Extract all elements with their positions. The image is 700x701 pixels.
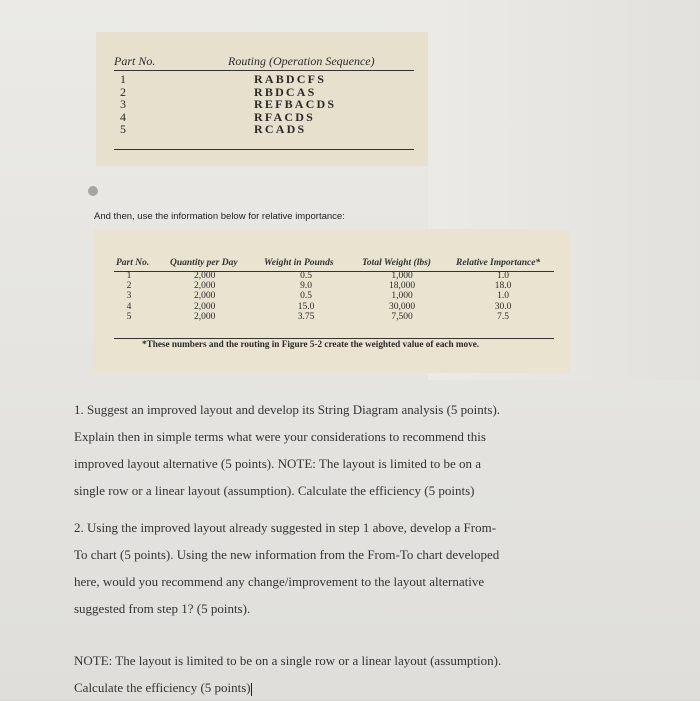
- imp-part-column: [124, 271, 134, 322]
- imp-header-quantity: Quantity per Day: [170, 258, 238, 268]
- imp-part: 4: [126, 301, 132, 312]
- question-2-line: To chart (5 points). Using the new information from the From-To chart developed: [74, 547, 500, 562]
- note: [74, 647, 501, 701]
- imp-relative: 7.5: [497, 311, 509, 322]
- imp-part: 1: [126, 271, 132, 281]
- routing-part-column: [118, 73, 128, 136]
- imp-header-weight: Weight in Pounds: [264, 258, 334, 268]
- routing-sequence: RFACDS: [254, 109, 315, 124]
- intro-text: And then, use the information below for relative importance:: [94, 211, 345, 222]
- question-1: [74, 396, 500, 504]
- note-line-text: Calculate the efficiency (5 points): [74, 680, 251, 695]
- imp-header-total: Total Weight (lbs): [362, 258, 431, 268]
- imp-relative: 1.0: [497, 271, 509, 281]
- routing-part: 2: [120, 84, 126, 99]
- imp-relative: 30.0: [494, 301, 512, 312]
- routing-part: 5: [120, 122, 126, 136]
- imp-part: 5: [126, 311, 132, 322]
- routing-header-part: Part No.: [114, 54, 156, 68]
- imp-relative-column: [488, 271, 518, 322]
- routing-header-routing: Routing (Operation Sequence): [228, 54, 375, 68]
- imp-relative: 18.0: [494, 281, 512, 292]
- question-2-line: suggested from step 1? (5 points).: [74, 601, 251, 616]
- imp-weight: 3.75: [297, 311, 315, 322]
- question-1-line: 1. Suggest an improved layout and develop its String Diagram analysis (5 points).: [74, 402, 501, 417]
- imp-quantity: 2,000: [194, 301, 216, 312]
- note-line: NOTE: The layout is limited to be on a single row or a linear layout (assumption).: [74, 653, 502, 668]
- imp-quantity-column: [194, 271, 224, 322]
- imp-total: 1,000: [391, 271, 413, 281]
- imp-quantity: 2,000: [194, 311, 216, 322]
- importance-table: [94, 229, 570, 373]
- routing-rule-top: [114, 70, 414, 71]
- routing-sequence: RBDCAS: [254, 84, 317, 99]
- bullet-icon: [88, 186, 98, 196]
- imp-part: 2: [126, 281, 132, 292]
- imp-quantity: 2,000: [194, 291, 216, 302]
- routing-sequence-column: [254, 73, 336, 136]
- imp-total: 1,000: [391, 291, 413, 302]
- imp-header-relative: Relative Importance*: [456, 258, 541, 268]
- routing-sequence: REFBACDS: [254, 97, 337, 111]
- imp-weight: 15.0: [297, 301, 315, 312]
- note-line-last[interactable]: [74, 674, 501, 701]
- imp-weight-column: [292, 271, 320, 322]
- question-2: [74, 514, 499, 622]
- routing-sequence: RABDCFS: [254, 72, 327, 86]
- imp-footnote: *These numbers and the routing in Figure 5-2 create the weighted value of each move.: [142, 339, 480, 349]
- question-1-line: Explain then in simple terms what were your considerations to recommend this: [74, 429, 486, 444]
- imp-header-part: Part No.: [116, 258, 150, 268]
- routing-part: 3: [120, 97, 126, 111]
- routing-sequence: RCADS: [254, 122, 307, 136]
- imp-weight: 9.0: [300, 281, 312, 292]
- imp-total-column: [382, 271, 422, 322]
- question-2-line: here, would you recommend any change/improvement to the layout alternative: [74, 574, 485, 589]
- imp-total: 30,000: [388, 301, 416, 312]
- imp-weight: 0.5: [300, 291, 312, 302]
- imp-quantity: 2,000: [194, 281, 216, 292]
- imp-quantity: 2,000: [194, 271, 216, 281]
- routing-rule-bottom: [114, 149, 414, 150]
- text-cursor: [251, 683, 252, 696]
- routing-part: 1: [120, 72, 126, 86]
- imp-weight: 0.5: [300, 271, 312, 281]
- imp-total: 18,000: [388, 281, 416, 292]
- question-1-line: improved layout alternative (5 points). NOTE: The layout is limited to be on a: [74, 456, 482, 471]
- imp-relative: 1.0: [497, 291, 509, 302]
- routing-table: [96, 32, 428, 166]
- imp-part: 3: [126, 291, 132, 302]
- imp-total: 7,500: [391, 311, 413, 322]
- question-1-line: single row or a linear layout (assumption). Calculate the efficiency (5 points): [74, 483, 475, 498]
- routing-part: 4: [120, 109, 126, 124]
- question-2-line: 2. Using the improved layout already suggested in step 1 above, develop a From-: [74, 520, 497, 535]
